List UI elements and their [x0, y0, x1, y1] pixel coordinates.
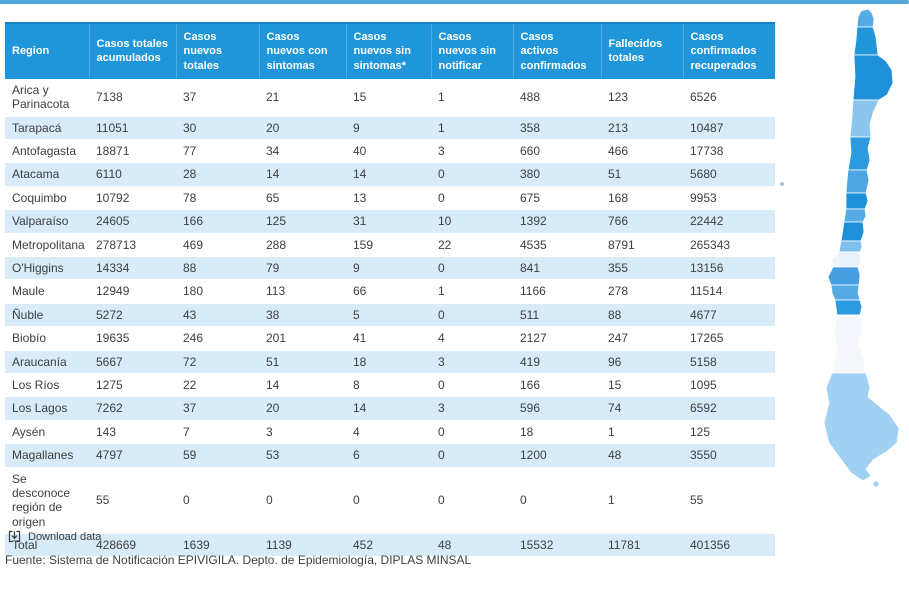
- value-cell: 265343: [683, 233, 775, 256]
- map-region-arica-y-parinacota[interactable]: [857, 9, 874, 27]
- map-region-biobio[interactable]: [832, 252, 861, 267]
- value-cell: 18871: [89, 140, 176, 163]
- value-cell: 7: [176, 420, 259, 443]
- value-cell: 419: [513, 350, 601, 373]
- map-region-antofagasta[interactable]: [853, 55, 893, 100]
- value-cell: 0: [431, 163, 513, 186]
- region-cell: Arica y Parinacota: [5, 79, 89, 116]
- value-cell: 20: [259, 116, 346, 139]
- map-region-aysen[interactable]: [832, 315, 866, 373]
- value-cell: 0: [259, 467, 346, 534]
- value-cell: 1639: [176, 534, 259, 557]
- value-cell: 3: [431, 350, 513, 373]
- value-cell: 4535: [513, 233, 601, 256]
- value-cell: 5272: [89, 303, 176, 326]
- value-cell: 0: [431, 186, 513, 209]
- source-text: Fuente: Sistema de Notificación EPIVIGILA. Depto. de Epidemiología, DIPLAS MINSAL: [5, 553, 472, 567]
- column-header: Casos nuevos sin notificar: [431, 23, 513, 79]
- top-accent-bar: [0, 0, 909, 4]
- value-cell: 401356: [683, 534, 775, 557]
- table-row: [5, 420, 775, 443]
- map-region-maule[interactable]: [841, 222, 864, 241]
- value-cell: 10: [431, 210, 513, 233]
- value-cell: 1: [601, 467, 683, 534]
- value-cell: 48: [431, 534, 513, 557]
- value-cell: 51: [259, 350, 346, 373]
- value-cell: 19635: [89, 327, 176, 350]
- value-cell: 66: [346, 280, 431, 303]
- value-cell: 40: [346, 140, 431, 163]
- value-cell: 0: [431, 373, 513, 396]
- value-cell: 123: [601, 79, 683, 116]
- value-cell: 15: [346, 79, 431, 116]
- map-region-tarapaca[interactable]: [854, 27, 878, 55]
- table-row: [5, 257, 775, 280]
- value-cell: 4: [431, 327, 513, 350]
- value-cell: 3550: [683, 444, 775, 467]
- value-cell: 10792: [89, 186, 176, 209]
- table-body: [5, 79, 775, 557]
- region-cell: Magallanes: [5, 444, 89, 467]
- value-cell: 0: [176, 467, 259, 534]
- download-data-button[interactable]: [6, 528, 103, 545]
- value-cell: 59: [176, 444, 259, 467]
- download-icon: [8, 530, 21, 543]
- chile-map: [820, 5, 909, 487]
- table-row: [5, 79, 775, 116]
- value-cell: 11051: [89, 116, 176, 139]
- value-cell: 358: [513, 116, 601, 139]
- table-row: [5, 280, 775, 303]
- value-cell: 841: [513, 257, 601, 280]
- table-row: [5, 397, 775, 420]
- column-header: Region: [5, 23, 89, 79]
- region-cell: Ñuble: [5, 303, 89, 326]
- region-cell: Total: [5, 534, 89, 557]
- value-cell: 168: [601, 186, 683, 209]
- value-cell: 10487: [683, 116, 775, 139]
- value-cell: 0: [431, 444, 513, 467]
- value-cell: 7138: [89, 79, 176, 116]
- value-cell: 125: [683, 420, 775, 443]
- region-cell: Se desconoce región de origen: [5, 467, 89, 534]
- value-cell: 1275: [89, 373, 176, 396]
- table-row: [5, 350, 775, 373]
- value-cell: 213: [601, 116, 683, 139]
- value-cell: 12949: [89, 280, 176, 303]
- table-row: [5, 373, 775, 396]
- value-cell: 55: [683, 467, 775, 534]
- value-cell: 9: [346, 116, 431, 139]
- map-region-coquimbo[interactable]: [848, 137, 871, 170]
- value-cell: 34: [259, 140, 346, 163]
- value-cell: 41: [346, 327, 431, 350]
- value-cell: 3: [431, 397, 513, 420]
- value-cell: 17738: [683, 140, 775, 163]
- region-cell: Atacama: [5, 163, 89, 186]
- value-cell: 14: [346, 163, 431, 186]
- value-cell: 1: [431, 79, 513, 116]
- value-cell: 88: [601, 303, 683, 326]
- column-header: Fallecidos totales: [601, 23, 683, 79]
- value-cell: 488: [513, 79, 601, 116]
- table-row: [5, 444, 775, 467]
- value-cell: 48: [601, 444, 683, 467]
- value-cell: 24605: [89, 210, 176, 233]
- table-row: [5, 303, 775, 326]
- map-region-los-rios[interactable]: [831, 285, 860, 300]
- value-cell: 1: [431, 116, 513, 139]
- value-cell: 15: [601, 373, 683, 396]
- value-cell: 15532: [513, 534, 601, 557]
- value-cell: 13156: [683, 257, 775, 280]
- value-cell: 469: [176, 233, 259, 256]
- island-marker-dot: [780, 182, 784, 186]
- value-cell: 6592: [683, 397, 775, 420]
- value-cell: 1095: [683, 373, 775, 396]
- region-cell: Tarapacá: [5, 116, 89, 139]
- table-header-row: [5, 23, 775, 79]
- value-cell: 38: [259, 303, 346, 326]
- value-cell: 4: [346, 420, 431, 443]
- value-cell: 37: [176, 79, 259, 116]
- value-cell: 7262: [89, 397, 176, 420]
- column-header: Casos totales acumulados: [89, 23, 176, 79]
- value-cell: 2127: [513, 327, 601, 350]
- value-cell: 466: [601, 140, 683, 163]
- value-cell: 9: [346, 257, 431, 280]
- value-cell: 22: [431, 233, 513, 256]
- value-cell: 22442: [683, 210, 775, 233]
- region-cell: Maule: [5, 280, 89, 303]
- value-cell: 18: [346, 350, 431, 373]
- map-region-ohiggins[interactable]: [844, 209, 866, 222]
- value-cell: 11781: [601, 534, 683, 557]
- map-region-magallanes[interactable]: [824, 373, 899, 481]
- value-cell: 18: [513, 420, 601, 443]
- value-cell: 180: [176, 280, 259, 303]
- value-cell: 355: [601, 257, 683, 280]
- value-cell: 77: [176, 140, 259, 163]
- value-cell: 5: [346, 303, 431, 326]
- value-cell: 43: [176, 303, 259, 326]
- table-row: [5, 467, 775, 534]
- value-cell: 14: [259, 373, 346, 396]
- value-cell: 21: [259, 79, 346, 116]
- table-row: [5, 140, 775, 163]
- value-cell: 14334: [89, 257, 176, 280]
- value-cell: 0: [431, 420, 513, 443]
- value-cell: 51: [601, 163, 683, 186]
- region-cell: Biobío: [5, 327, 89, 350]
- value-cell: 74: [601, 397, 683, 420]
- value-cell: 288: [259, 233, 346, 256]
- column-header: Casos activos confirmados: [513, 23, 601, 79]
- table-row: [5, 186, 775, 209]
- value-cell: 1: [431, 280, 513, 303]
- value-cell: 9953: [683, 186, 775, 209]
- value-cell: 511: [513, 303, 601, 326]
- value-cell: 0: [346, 467, 431, 534]
- value-cell: 14: [259, 163, 346, 186]
- value-cell: 78: [176, 186, 259, 209]
- value-cell: 55: [89, 467, 176, 534]
- value-cell: 766: [601, 210, 683, 233]
- region-cell: Los Lagos: [5, 397, 89, 420]
- table-row: [5, 233, 775, 256]
- value-cell: 53: [259, 444, 346, 467]
- value-cell: 380: [513, 163, 601, 186]
- column-header: Casos nuevos totales: [176, 23, 259, 79]
- value-cell: 11514: [683, 280, 775, 303]
- value-cell: 17265: [683, 327, 775, 350]
- region-cell: Araucanía: [5, 350, 89, 373]
- value-cell: 88: [176, 257, 259, 280]
- table-row: [5, 327, 775, 350]
- value-cell: 13: [346, 186, 431, 209]
- value-cell: 3: [431, 140, 513, 163]
- region-cell: Antofagasta: [5, 140, 89, 163]
- value-cell: 0: [513, 467, 601, 534]
- value-cell: 1139: [259, 534, 346, 557]
- value-cell: 201: [259, 327, 346, 350]
- region-cell: Aysén: [5, 420, 89, 443]
- value-cell: 96: [601, 350, 683, 373]
- map-region-atacama[interactable]: [850, 100, 879, 137]
- value-cell: 1392: [513, 210, 601, 233]
- value-cell: 5158: [683, 350, 775, 373]
- value-cell: 660: [513, 140, 601, 163]
- map-island-south[interactable]: [873, 481, 879, 487]
- value-cell: 125: [259, 210, 346, 233]
- value-cell: 6: [346, 444, 431, 467]
- region-cell: Los Ríos: [5, 373, 89, 396]
- map-region-metropolitana[interactable]: [846, 193, 868, 209]
- value-cell: 159: [346, 233, 431, 256]
- value-cell: 8791: [601, 233, 683, 256]
- value-cell: 65: [259, 186, 346, 209]
- value-cell: 143: [89, 420, 176, 443]
- value-cell: 278: [601, 280, 683, 303]
- value-cell: 30: [176, 116, 259, 139]
- map-region-nuble[interactable]: [839, 241, 862, 252]
- value-cell: 72: [176, 350, 259, 373]
- region-cell: Valparaíso: [5, 210, 89, 233]
- value-cell: 20: [259, 397, 346, 420]
- map-region-valparaiso[interactable]: [846, 170, 869, 193]
- column-header: Casos nuevos con sintomas: [259, 23, 346, 79]
- region-cell: Metropolitana: [5, 233, 89, 256]
- covid-regions-table: [5, 22, 775, 557]
- value-cell: 6110: [89, 163, 176, 186]
- value-cell: 246: [176, 327, 259, 350]
- value-cell: 4677: [683, 303, 775, 326]
- value-cell: 0: [431, 257, 513, 280]
- map-region-araucania[interactable]: [828, 267, 860, 285]
- map-region-los-lagos[interactable]: [835, 300, 862, 315]
- value-cell: 8: [346, 373, 431, 396]
- value-cell: 79: [259, 257, 346, 280]
- value-cell: 14: [346, 397, 431, 420]
- value-cell: 1: [601, 420, 683, 443]
- value-cell: 1200: [513, 444, 601, 467]
- region-cell: Coquimbo: [5, 186, 89, 209]
- value-cell: 675: [513, 186, 601, 209]
- value-cell: 166: [176, 210, 259, 233]
- value-cell: 166: [513, 373, 601, 396]
- value-cell: 31: [346, 210, 431, 233]
- value-cell: 28: [176, 163, 259, 186]
- value-cell: 247: [601, 327, 683, 350]
- column-header: Casos nuevos sin sintomas*: [346, 23, 431, 79]
- download-label: Download data: [28, 530, 102, 543]
- table-row: [5, 210, 775, 233]
- value-cell: 5667: [89, 350, 176, 373]
- region-cell: O'Higgins: [5, 257, 89, 280]
- value-cell: 0: [431, 467, 513, 534]
- value-cell: 452: [346, 534, 431, 557]
- value-cell: 1166: [513, 280, 601, 303]
- table-row: [5, 116, 775, 139]
- value-cell: 4797: [89, 444, 176, 467]
- value-cell: 6526: [683, 79, 775, 116]
- value-cell: 22: [176, 373, 259, 396]
- value-cell: 37: [176, 397, 259, 420]
- value-cell: 113: [259, 280, 346, 303]
- table-row: [5, 163, 775, 186]
- value-cell: 596: [513, 397, 601, 420]
- value-cell: 278713: [89, 233, 176, 256]
- value-cell: 428669: [89, 534, 176, 557]
- value-cell: 5680: [683, 163, 775, 186]
- column-header: Casos confirmados recuperados: [683, 23, 775, 79]
- value-cell: 3: [259, 420, 346, 443]
- value-cell: 0: [431, 303, 513, 326]
